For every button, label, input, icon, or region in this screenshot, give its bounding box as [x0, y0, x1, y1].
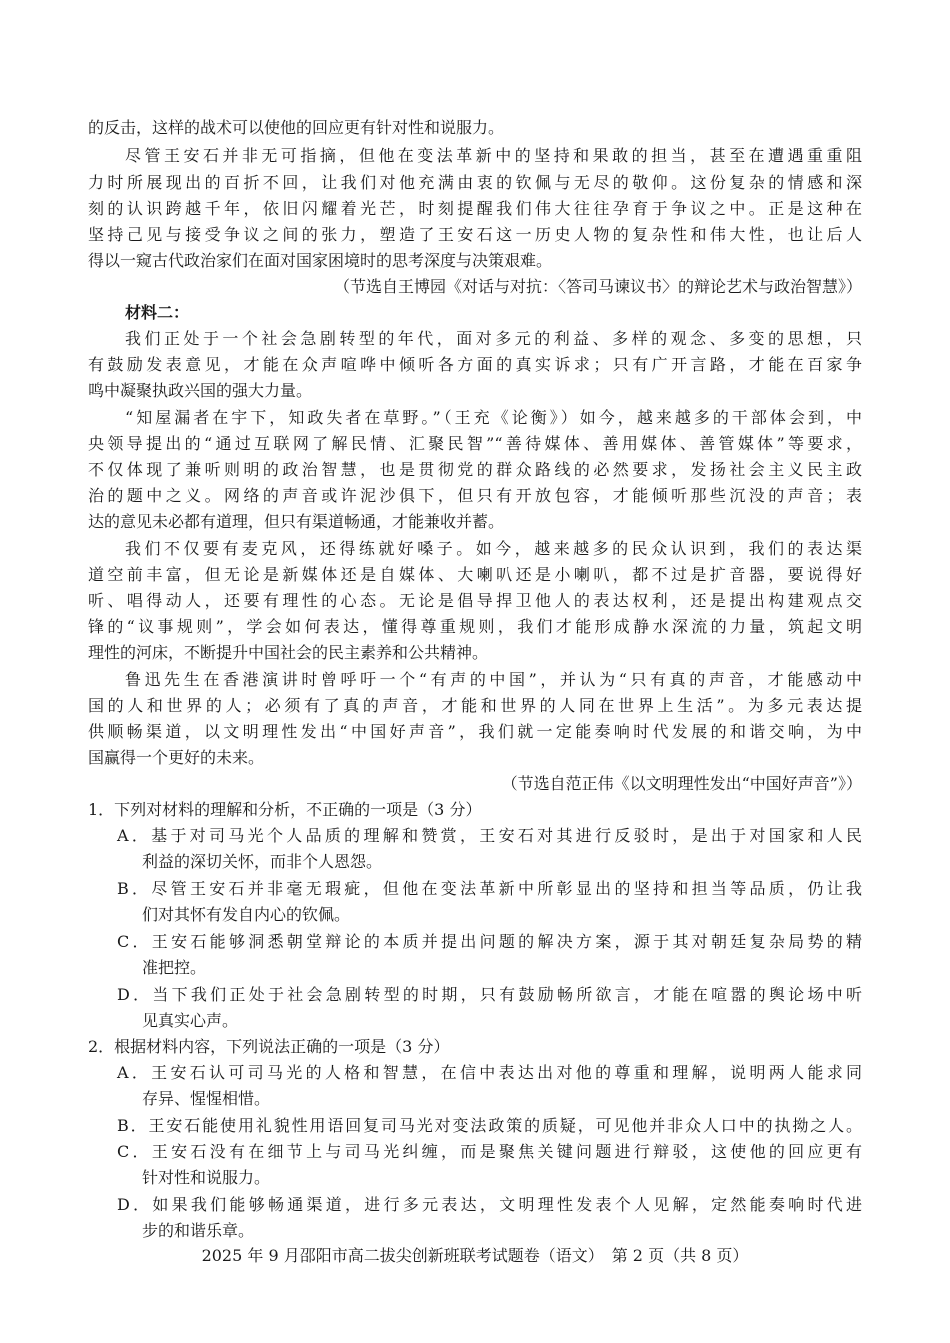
text-line: 得以一窥古代政治家们在面对国家困境时的思考深度与决策艰难。	[88, 251, 553, 270]
option-line: A．王安石认可司马光的人格和智慧，在信中表达出对他的尊重和理解，说明两人能求同	[117, 1063, 862, 1082]
text-line: 治的题中之义。网络的声音或许泥沙俱下，但只有开放包容，才能倾听那些沉没的声音；表	[88, 486, 862, 505]
option-line: C．王安石没有在细节上与司马光纠缠，而是聚焦关键问题进行辩驳，这使他的回应更有	[117, 1142, 862, 1161]
text-line: 央领导提出的“通过互联网了解民情、汇聚民智”“善待媒体、善用媒体、善管媒体”等要求，	[88, 434, 862, 453]
option-line: A．基于对司马光个人品质的理解和赞赏，王安石对其进行反驳时，是出于对国家和人民	[117, 826, 862, 845]
text-line: 力时所展现出的百折不回，让我们对他充满由衷的钦佩与无尽的敬仰。这份复杂的情感和深	[88, 173, 862, 192]
source-citation: （节选自王博园《对话与对抗：〈答司马谏议书〉的辩论艺术与政治智慧》）	[333, 277, 862, 296]
text-line: 听、唱得动人，还要有理性的心态。无论是倡导捍卫他人的表达权利，还是提出构建观点交	[88, 591, 862, 610]
text-line: 尽管王安石并非无可指摘，但他在变法革新中的坚持和果敢的担当，甚至在遭遇重重阻	[125, 146, 862, 165]
text-line: “知屋漏者在宇下，知政失者在草野。”（王充《论衡》）如今，越来越多的干部体会到，中	[125, 408, 862, 427]
option-line: 见真实心声。	[142, 1011, 239, 1030]
option-line: C．王安石能够洞悉朝堂辩论的本质并提出问题的解决方案，源于其对朝廷复杂局势的精	[117, 932, 862, 951]
option-line: 们对其怀有发自内心的钦佩。	[142, 905, 351, 924]
option-line: D．当下我们正处于社会急剧转型的时期，只有鼓励畅所欲言，才能在喧嚣的舆论场中听	[117, 985, 862, 1004]
text-line: 鲁迅先生在香港演讲时曾呼吁一个“有声的中国”，并认为“只有真的声音，才能感动中	[125, 670, 862, 689]
text-line: 不仅体现了兼听则明的政治智慧，也是贯彻党的群众路线的必然要求，发扬社会主义民主政	[88, 460, 862, 479]
option-line: 步的和谐乐章。	[142, 1221, 255, 1240]
text-line: 我们不仅要有麦克风，还得练就好嗓子。如今，越来越多的民众认识到，我们的表达渠	[125, 539, 862, 558]
question-stem: 2．根据材料内容，下列说法正确的一项是（3 分）	[88, 1037, 450, 1056]
option-line: D．如果我们能够畅通渠道，进行多元表达，文明理性发表个人见解，定然能奏响时代进	[117, 1195, 862, 1214]
option-line: 准把控。	[142, 958, 207, 977]
text-line: 坚持己见与接受争议之间的张力，塑造了王安石这一历史人物的复杂性和伟大性，也让后人	[88, 225, 862, 244]
option-line: 存异、惺惺相惜。	[142, 1089, 271, 1108]
page-footer: 2025 年 9 月邵阳市高二拔尖创新班联考试题卷（语文） 第 2 页（共 8 页）	[201, 1246, 749, 1265]
text-line: 国赢得一个更好的未来。	[88, 748, 265, 767]
text-line: 锋的“议事规则”，学会如何表达，懂得尊重规则，我们才能形成静水深流的力量，筑起文明	[88, 617, 862, 636]
option-line: B．王安石能使用礼貌性用语回复司马光对变法政策的质疑，可见他并非众人口中的执拗之人。	[117, 1116, 862, 1135]
text-line: 国的人和世界的人；必须有了真的声音，才能和世界的人同在世界上生活”。为多元表达提	[88, 696, 862, 715]
text-line: 供顺畅渠道，以文明理性发出“中国好声音”，我们就一定能奏响时代发展的和谐交响，为中	[88, 722, 862, 741]
text-line: 达的意见未必都有道理，但只有渠道畅通，才能兼收并蓄。	[88, 512, 505, 531]
text-line: 有鼓励发表意见，才能在众声喧哗中倾听各方面的真实诉求；只有广开言路，才能在百家争	[88, 355, 862, 374]
text-line: 我们正处于一个社会急剧转型的年代，面对多元的利益、多样的观念、多变的思想，只	[125, 329, 862, 348]
option-line: 利益的深切关怀，而非个人恩怨。	[142, 852, 383, 871]
text-line: 鸣中凝聚执政兴国的强大力量。	[88, 381, 313, 400]
text-line: 道空前丰富，但无论是新媒体还是自媒体、大喇叭还是小喇叭，都不过是扩音器，要说得好	[88, 565, 862, 584]
text-line: 刻的认识跨越千年，依旧闪耀着光芒，时刻提醒我们伟大往往孕育于争议之中。正是这种在	[88, 199, 862, 218]
question-stem: 1．下列对材料的理解和分析，不正确的一项是（3 分）	[88, 800, 482, 819]
text-line: 理性的河床，不断提升中国社会的民主素养和公共精神。	[88, 643, 489, 662]
option-line: 针对性和说服力。	[142, 1168, 271, 1187]
option-line: B．尽管王安石并非毫无瑕疵，但他在变法革新中所彰显出的坚持和担当等品质，仍让我	[117, 879, 862, 898]
text-line: 的反击，这样的战术可以使他的回应更有针对性和说服力。	[88, 118, 505, 137]
section-heading: 材料二：	[125, 303, 190, 322]
source-citation: （节选自范正伟《以文明理性发出“中国好声音”》）	[501, 774, 862, 793]
